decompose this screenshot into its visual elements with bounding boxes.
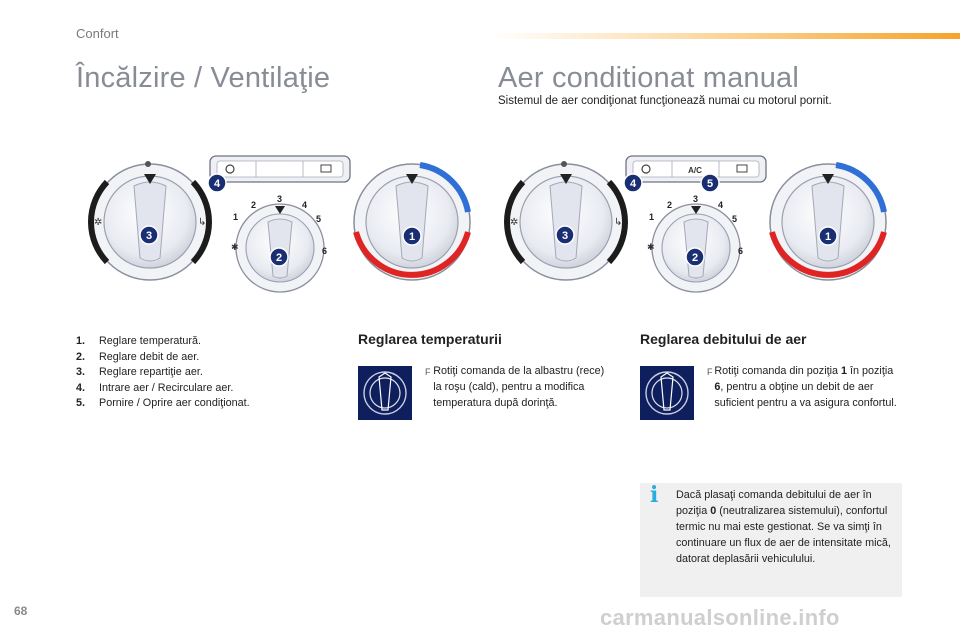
distribution-dial — [507, 161, 625, 280]
face-vent-icon: ✲ — [510, 217, 519, 228]
temperature-knob-thumbnail — [358, 366, 412, 420]
svg-text:1: 1 — [408, 231, 416, 243]
bullet-marker: F — [707, 367, 713, 377]
distribution-dial — [91, 161, 209, 280]
svg-text:3: 3 — [145, 230, 153, 242]
heating-panel-figure — [80, 150, 475, 295]
temperature-instruction: F Rotiţi comanda de la albastru (rece) la roşu (cald), pentru a modifica temperatura după dorinţă. — [425, 365, 605, 409]
defrost-icon — [145, 161, 151, 167]
button-strip — [210, 156, 350, 182]
callout-2 — [686, 248, 704, 266]
dial-number-5: 5 — [732, 214, 738, 224]
callout-4 — [208, 174, 226, 192]
callout-4 — [624, 174, 642, 192]
defrost-icon — [561, 161, 567, 167]
airflow-heading: Reglarea debitului de aer — [640, 331, 807, 347]
legend-item: 2. Reglare debit de aer. — [76, 350, 200, 363]
callout-5 — [701, 174, 719, 192]
callout-3 — [556, 226, 574, 244]
svg-text:4: 4 — [629, 178, 637, 190]
dial-number-5: 5 — [316, 214, 322, 224]
legend-item: 4. Intrare aer / Recirculare aer. — [76, 381, 234, 394]
svg-text:4: 4 — [213, 178, 221, 190]
callout-2 — [270, 248, 288, 266]
dial-number-1: 1 — [649, 212, 655, 222]
legend-item: 5. Pornire / Oprire aer condiţionat. — [76, 397, 250, 410]
callout-1 — [403, 227, 421, 245]
svg-text:5: 5 — [706, 178, 714, 190]
dial-number-6: 6 — [322, 246, 328, 256]
dial-number-4: 4 — [718, 200, 724, 210]
dial-number-3: 3 — [277, 194, 283, 204]
dial-number-4: 4 — [302, 200, 308, 210]
watermark: carmanualsonline.info — [600, 605, 840, 630]
ac-button-label: A/C — [688, 166, 702, 175]
svg-text:3: 3 — [561, 230, 569, 242]
temperature-dial — [770, 164, 886, 280]
fan-off-icon: ✱ — [231, 243, 239, 253]
callout-3 — [140, 226, 158, 244]
callout-1 — [819, 227, 837, 245]
ac-title: Aer conditionat manual — [498, 62, 800, 94]
header-accent-bar — [492, 33, 960, 39]
dial-number-3: 3 — [693, 194, 699, 204]
dial-number-2: 2 — [667, 200, 673, 210]
bullet-marker: F — [425, 367, 431, 377]
page-number: 68 — [14, 604, 28, 618]
legend-item: 3. Reglare repartiţie aer. — [76, 366, 203, 379]
face-vent-icon: ✲ — [94, 217, 103, 228]
info-icon: i — [650, 482, 659, 508]
button-strip-ac — [626, 156, 766, 182]
ac-panel-figure — [496, 150, 891, 295]
controls-legend — [76, 334, 250, 412]
svg-text:2: 2 — [275, 252, 283, 264]
airflow-dial — [231, 194, 327, 292]
airflow-knob-thumbnail — [640, 366, 694, 420]
foot-vent-icon: ↳ — [614, 217, 623, 228]
fan-off-icon: ✱ — [647, 243, 655, 253]
dial-number-1: 1 — [233, 212, 239, 222]
svg-text:2: 2 — [691, 252, 699, 264]
ac-subtitle: Sistemul de aer condiţionat funcţionează numai cu motorul pornit. — [498, 95, 832, 107]
heating-title: Încălzire / Ventilaţie — [76, 62, 331, 94]
svg-text:1: 1 — [824, 231, 832, 243]
legend-item: 1. Reglare temperatură. — [76, 335, 202, 347]
foot-vent-icon: ↳ — [198, 217, 207, 228]
airflow-instruction: F Rotiţi comanda din poziţia 1 în poziţia 6, pentru a obţine un debit de aer suficient pentru a va asigura confortul. — [707, 365, 897, 409]
section-label: Confort — [76, 26, 119, 41]
airflow-dial — [647, 194, 743, 292]
info-text: Dacă plasaţi comanda debitului de aer în poziţia 0 (neutralizarea sistemului), confortul termic nu mai este gestionat. Se va simţi în continuare un flux de aer de intensitate mică, datorat deplasării vehiculului. — [676, 489, 891, 565]
dial-number-6: 6 — [738, 246, 744, 256]
dial-number-2: 2 — [251, 200, 257, 210]
temperature-dial — [354, 164, 470, 280]
temperature-heading: Reglarea temperaturii — [358, 331, 502, 347]
